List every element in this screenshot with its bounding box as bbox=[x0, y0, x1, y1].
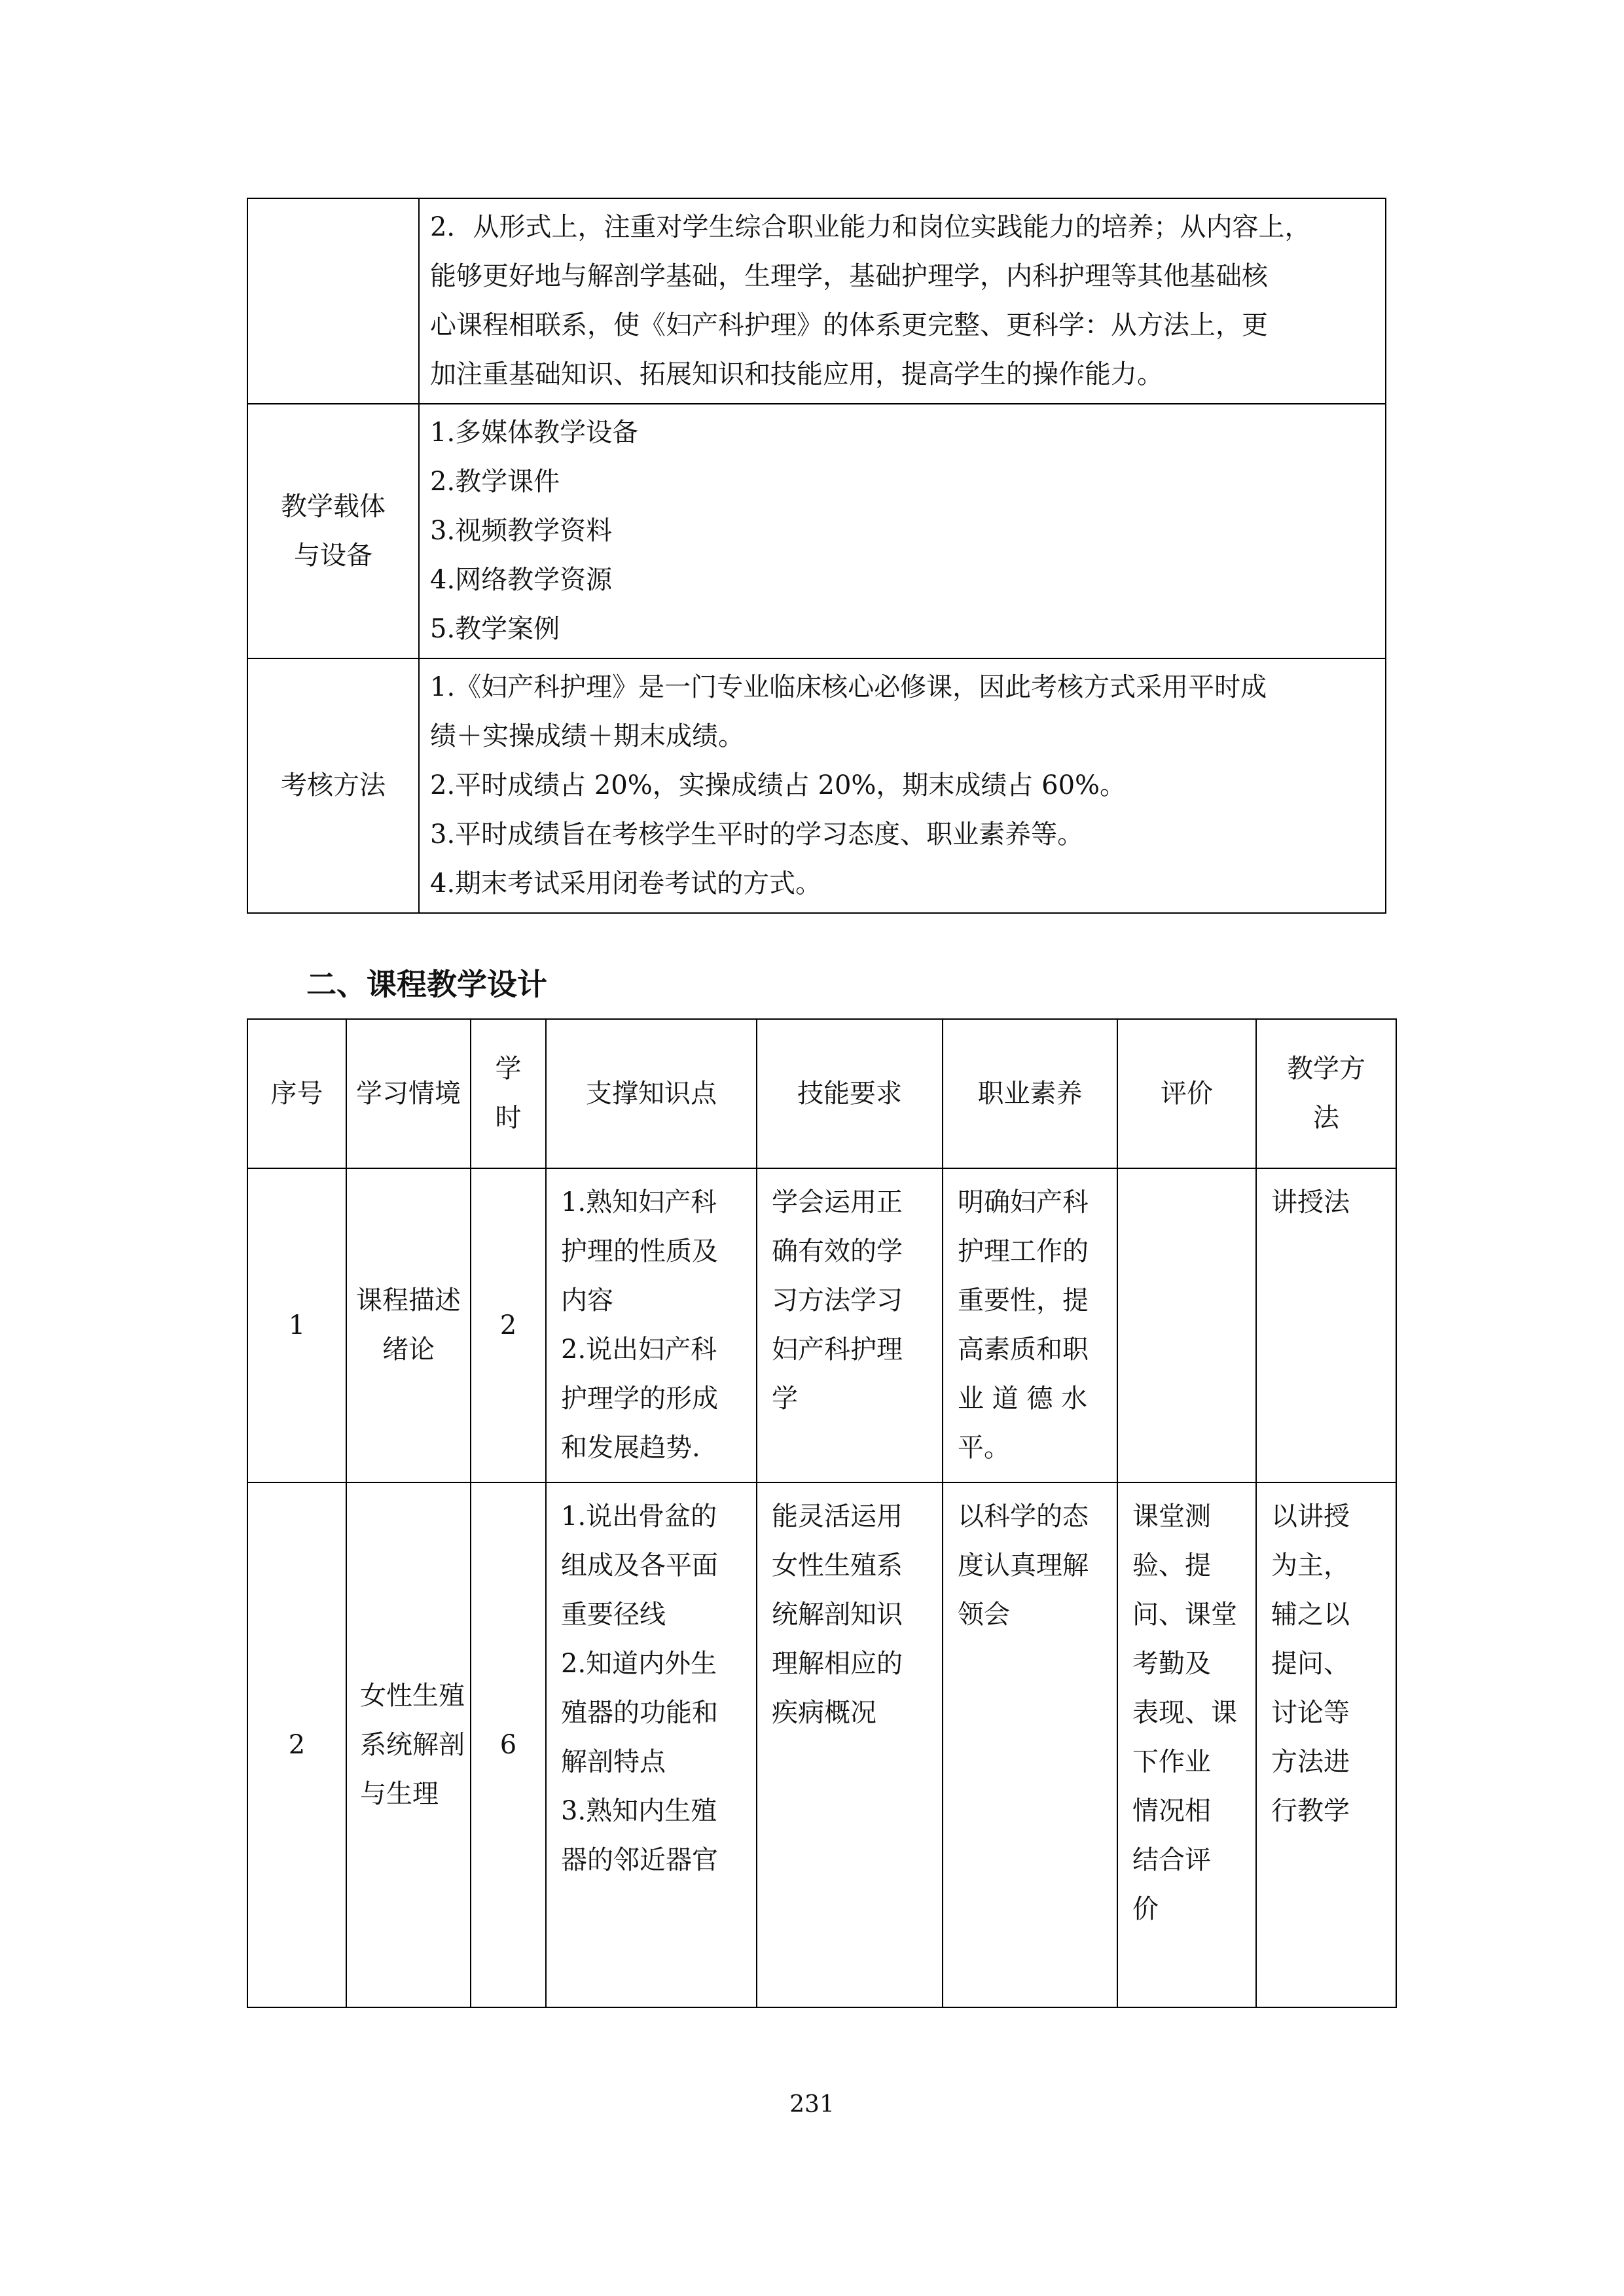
professional-quality: 以科学的态 度认真理解 领会 bbox=[943, 1482, 1117, 2007]
class-hours: 6 bbox=[471, 1482, 546, 2007]
course-design-table bbox=[247, 1018, 1397, 2008]
knowledge-points: 1.说出骨盆的 组成及各平面 重要径线 2.知道内外生 殖器的功能和 解剖特点 3.熟知内生殖 器的邻近器官 bbox=[546, 1482, 757, 2007]
course-info-table bbox=[247, 198, 1386, 914]
table-row bbox=[247, 658, 1386, 913]
row-label bbox=[247, 198, 419, 404]
teaching-method: 以讲授 为主， 辅之以 提问、 讨论等 方法进 行教学 bbox=[1256, 1482, 1396, 2007]
table-row bbox=[247, 1168, 1396, 1482]
row-content bbox=[419, 658, 1386, 913]
table-header-row bbox=[247, 1019, 1396, 1168]
learning-situation: 课程描述 绪论 bbox=[346, 1168, 471, 1482]
header-cell: 教学方 法 bbox=[1256, 1019, 1396, 1168]
evaluation bbox=[1117, 1168, 1256, 1482]
skill-requirements: 学会运用正 确有效的学 习方法学习 妇产科护理 学 bbox=[757, 1168, 943, 1482]
text-line: 2.平时成绩占 20%，实操成绩占 20%，期末成绩占 60%。 bbox=[430, 770, 1127, 800]
header-cell: 评价 bbox=[1117, 1019, 1256, 1168]
text-line: 绩＋实操成绩＋期末成绩。 bbox=[430, 721, 744, 751]
text-line: 3.视频教学资料 bbox=[430, 516, 613, 546]
row-content bbox=[419, 198, 1386, 404]
table-row bbox=[247, 404, 1386, 658]
learning-situation: 女性生殖 系统解剖 与生理 bbox=[346, 1482, 471, 2007]
text-line: 4.期末考试采用闭卷考试的方式。 bbox=[430, 869, 822, 899]
text-line: 能够更好地与解剖学基础，生理学，基础护理学，内科护理等其他基础核 bbox=[430, 261, 1268, 291]
text-line: 1.《妇产科护理》是一门专业临床核心必修课，因此考核方式采用平时成 bbox=[430, 672, 1267, 702]
table-row bbox=[247, 198, 1386, 404]
teaching-method: 讲授法 bbox=[1256, 1168, 1396, 1482]
text-line: 4.网络教学资源 bbox=[430, 565, 613, 595]
row-number: 2 bbox=[247, 1482, 346, 2007]
text-line: 心课程相联系，使《妇产科护理》的体系更完整、更科学：从方法上，更 bbox=[430, 310, 1268, 340]
section-heading: 二、课程教学设计 bbox=[306, 967, 547, 1002]
table-row bbox=[247, 1482, 1396, 2007]
label-line: 与设备 bbox=[294, 540, 372, 571]
row-content bbox=[419, 404, 1386, 658]
row-label bbox=[247, 404, 419, 658]
evaluation: 课堂测 验、提 问、课堂 考勤及 表现、课 下作业 情况相 结合评 价 bbox=[1117, 1482, 1256, 2007]
professional-quality: 明确妇产科 护理工作的 重要性，提 高素质和职 业 道 德 水 平。 bbox=[943, 1168, 1117, 1482]
skill-requirements: 能灵活运用 女性生殖系 统解剖知识 理解相应的 疾病概况 bbox=[757, 1482, 943, 2007]
text-line: 5.教学案例 bbox=[430, 614, 560, 644]
label-line: 考核方法 bbox=[281, 770, 386, 800]
text-line: 2．从形式上，注重对学生综合职业能力和岗位实践能力的培养；从内容上， bbox=[430, 212, 1311, 242]
class-hours: 2 bbox=[471, 1168, 546, 1482]
row-label bbox=[247, 658, 419, 913]
header-cell: 学 时 bbox=[471, 1019, 546, 1168]
header-cell: 支撑知识点 bbox=[546, 1019, 757, 1168]
text-line: 加注重基础知识、拓展知识和技能应用，提高学生的操作能力。 bbox=[430, 359, 1163, 389]
header-cell: 序号 bbox=[247, 1019, 346, 1168]
header-cell: 职业素养 bbox=[943, 1019, 1117, 1168]
header-cell: 学习情境 bbox=[346, 1019, 471, 1168]
row-number: 1 bbox=[247, 1168, 346, 1482]
text-line: 2.教学课件 bbox=[430, 467, 560, 497]
knowledge-points: 1.熟知妇产科 护理的性质及 内容 2.说出妇产科 护理学的形成 和发展趋势. bbox=[546, 1168, 757, 1482]
text-line: 1.多媒体教学设备 bbox=[430, 418, 639, 448]
text-line: 3.平时成绩旨在考核学生平时的学习态度、职业素养等。 bbox=[430, 819, 1084, 850]
page-number: 231 bbox=[789, 2091, 835, 2118]
header-cell: 技能要求 bbox=[757, 1019, 943, 1168]
label-line: 教学载体 bbox=[281, 491, 386, 522]
